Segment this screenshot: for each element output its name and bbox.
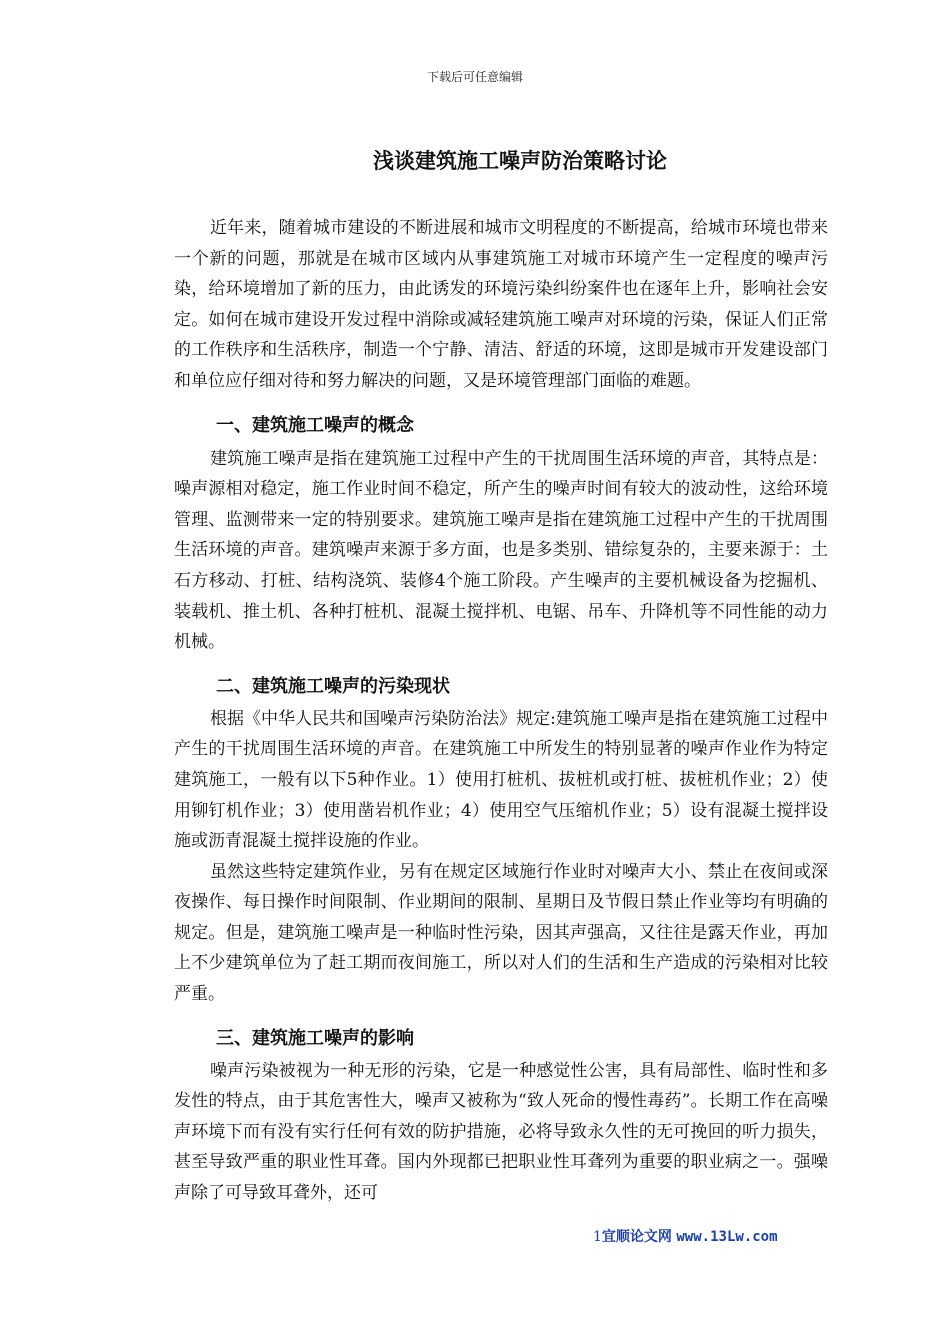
footer-site-name: 宜顺论文网 [601,1229,672,1245]
section-concept-paragraph: 建筑施工噪声是指在建筑施工过程中产生的干扰周围生活环境的声音，其特点是：噪声源相对稳定，施工作业时间不稳定，所产生的噪声时间有较大的波动性，这给环境管理、监测带来一定的特别要求。建筑施工噪声是指在建筑施工过程中产生的干扰周围生活环境的声音。建筑噪声来源于多方面，也是多类别、错综复杂的，主要来源于：土石方移动、打桩、结构浇筑、装修4个施工阶段。产生噪声的主要机械设备为挖掘机、装载机、推土机、各种打桩机、混凝土搅拌机、电锯、吊车、升降机等不同性能的动力机械。 [174,448,828,653]
section-heading-concept: 一、建筑施工噪声的概念 [216,414,414,436]
footer-url-link[interactable]: www.13Lw.com [676,1229,778,1245]
section-heading-impact: 三、建筑施工噪声的影响 [216,1027,414,1049]
page-header: 下载后可任意编辑 [426,70,523,84]
document-body [174,213,828,1209]
section-status-paragraph-2: 虽然这些特定建筑作业，另有在规定区域施行作业时对噪声大小、禁止在夜间或深夜操作、每日操作时间限制、作业期间的限制、星期日及节假日禁止作业等均有明确的规定。但是，建筑施工噪声是一种临时性污染，因其声强高，又往往是露天作业，再加上不少建筑单位为了赶工期而夜间施工，所以对人们的生活和生产造成的污染相对比较严重。 [174,861,828,1005]
intro-paragraph: 近年来，随着城市建设的不断进展和城市文明程度的不断提高，给城市环境也带来一个新的问题，那就是在城市区域内从事建筑施工对城市环境产生一定程度的噪声污染，给环境增加了新的压力，由此诱发的环境污染纠纷案件也在逐年上升，影响社会安定。如何在城市建设开发过程中消除或减轻建筑施工噪声对环境的污染，保证人们正常的工作秩序和生活秩序，制造一个宁静、清洁、舒适的环境，这即是城市开发建设部门和单位应仔细对待和努力解决的问题，又是环境管理部门面临的难题。 [174,218,828,391]
section-heading-status: 二、建筑施工噪声的污染现状 [216,675,450,697]
page-footer [593,1226,778,1246]
section-impact-paragraph: 噪声污染被视为一种无形的污染，它是一种感觉性公害，具有局部性、临时性和多发性的特点，由于其危害性大，噪声又被称为“致人死命的慢性毒药”。长期工作在高噪声环境下而有没有实行任何有效的防护措施，必将导致永久性的无可挽回的听力损失，甚至导致严重的职业性耳聋。国内外现都已把职业性耳聋列为重要的职业病之一。强噪声除了可导致耳聋外，还可 [174,1060,828,1204]
document-title: 浅谈建筑施工噪声防治策略讨论 [373,149,667,173]
page-number: 1 [593,1229,602,1245]
section-status-paragraph-1: 根据《中华人民共和国噪声污染防治法》规定:建筑施工噪声是指在建筑施工过程中产生的干扰周围生活环境的声音。在建筑施工中所发生的特别显著的噪声作业作为特定建筑施工，一般有以下5种作业。1）使用打桩机、拔桩机或打桩、拔桩机作业；2）使用铆钉机作业；3）使用凿岩机作业；4）使用空气压缩机作业；5）设有混凝土搅拌设施或沥青混凝土搅拌设施的作业。 [174,708,828,852]
